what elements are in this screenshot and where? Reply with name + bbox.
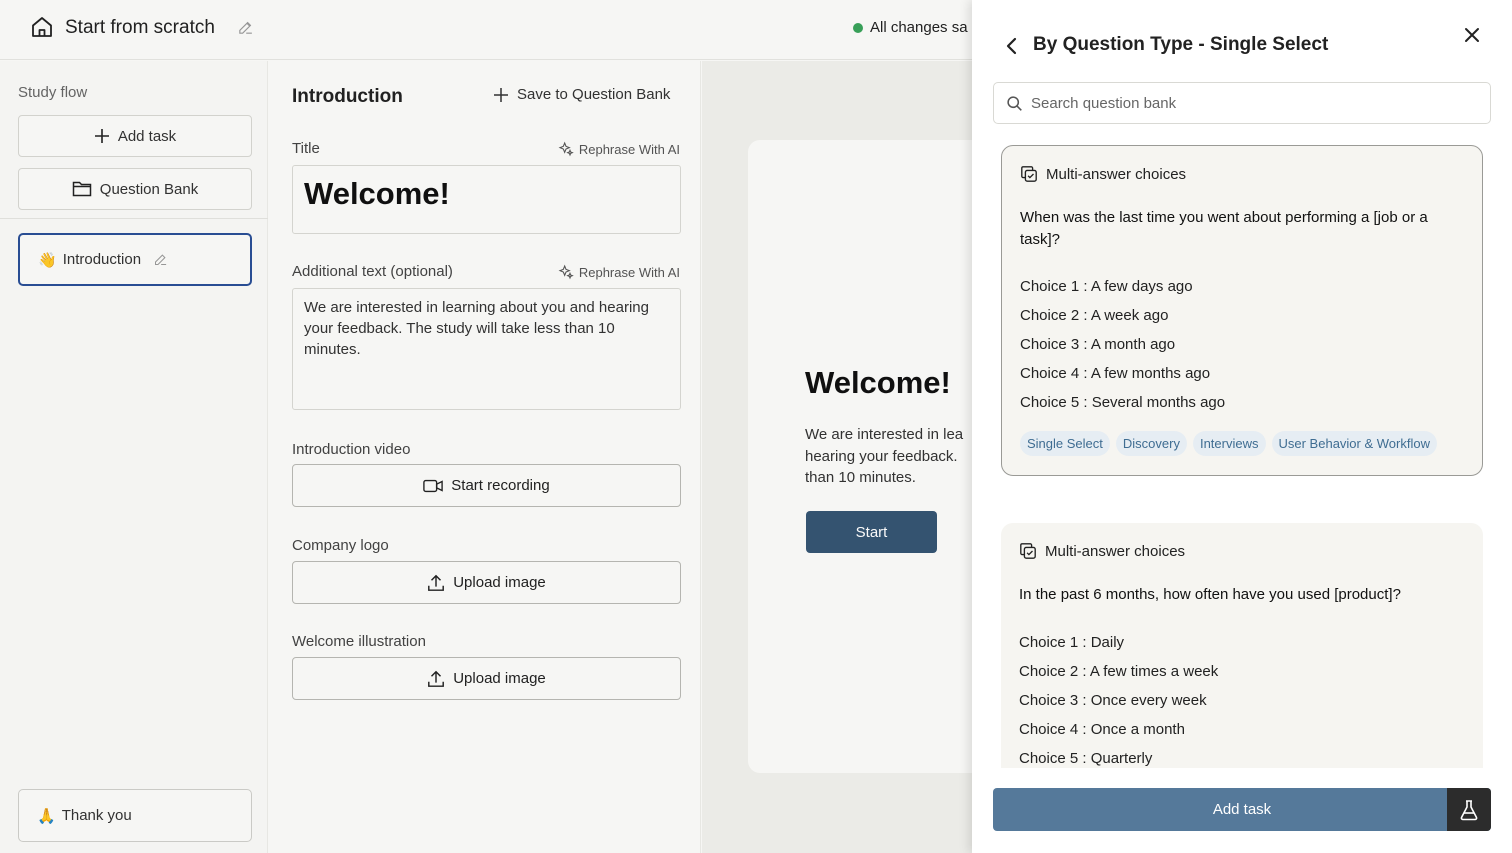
editor-heading: Introduction (292, 86, 403, 107)
welcome-illustration-label: Welcome illustration (292, 633, 426, 650)
copy-icon (1019, 542, 1037, 560)
flask-button[interactable] (1447, 788, 1491, 831)
choice-item: Choice 2 : A few times a week (1019, 662, 1219, 680)
search-placeholder: Search question bank (1031, 94, 1177, 112)
question-choices (1020, 272, 1464, 417)
question-card[interactable] (1001, 145, 1483, 476)
save-to-question-bank-label: Save to Question Bank (517, 86, 671, 103)
question-list[interactable] (972, 143, 1512, 768)
question-text: In the past 6 months, how often have you used [product]? (1019, 586, 1401, 603)
drawer-title: By Question Type - Single Select (1033, 34, 1329, 55)
choice-item: Choice 1 : A few days ago (1020, 278, 1193, 295)
sidebar-item-label: Introduction (62, 251, 142, 268)
choice-item: Choice 3 : Once every week (1019, 691, 1207, 709)
question-card[interactable] (1001, 523, 1483, 768)
add-task-label: Add task (117, 127, 177, 145)
study-title: Start from scratch (65, 17, 215, 38)
tag-single-select: Single Select (1020, 431, 1110, 456)
add-task-button[interactable]: Add task (993, 788, 1491, 831)
sidebar-item-label: Thank you (61, 807, 132, 824)
tag-discovery: Discovery (1116, 431, 1187, 456)
close-icon[interactable] (1462, 25, 1482, 45)
choice-item: Choice 5 : Quarterly (1019, 749, 1153, 767)
choice-item: Choice 2 : A week ago (1020, 307, 1169, 324)
flask-icon (1459, 799, 1479, 821)
title-input-value: Welcome! (304, 176, 450, 211)
choice-item: Choice 5 : Several months ago (1020, 394, 1226, 411)
preview-text-line: We are interested in lea (805, 426, 964, 443)
preview-title: Welcome! (805, 365, 951, 400)
introduction-video-label: Introduction video (292, 441, 411, 458)
tag-user-behavior-workflow: User Behavior & Workflow (1272, 431, 1437, 456)
preview-text-line: than 10 minutes. (805, 469, 916, 486)
save-status-text: All changes sa (870, 19, 968, 36)
question-text: When was the last time you went about performing a [job or a task]? (1020, 209, 1428, 248)
question-bank-label: Question Bank (99, 180, 199, 198)
choice-item: Choice 4 : A few months ago (1020, 365, 1211, 382)
chevron-left-icon[interactable] (1002, 36, 1022, 56)
rephrase-label: Rephrase With AI (578, 264, 680, 280)
company-logo-label: Company logo (292, 537, 389, 554)
question-type (1019, 542, 1465, 560)
study-flow-label: Study flow (18, 84, 88, 101)
choice-item: Choice 1 : Daily (1019, 633, 1125, 651)
question-type-label: Multi-answer choices (1045, 542, 1186, 560)
question-tags (1020, 431, 1460, 456)
choice-item: Choice 3 : A month ago (1020, 336, 1176, 353)
question-type-label: Multi-answer choices (1046, 165, 1187, 183)
copy-icon (1020, 165, 1038, 183)
pray-emoji-icon: 🙏 (37, 807, 56, 825)
search-input[interactable] (993, 82, 1491, 124)
search-icon (1006, 95, 1023, 112)
additional-text-label: Additional text (optional) (292, 263, 453, 280)
choice-item: Choice 4 : Once a month (1019, 720, 1185, 738)
preview-text-line: hearing your feedback. (805, 447, 958, 465)
upload-image-label: Upload image (453, 574, 546, 591)
question-choices (1019, 628, 1465, 769)
question-bank-drawer (972, 0, 1512, 853)
tag-interviews: Interviews (1193, 431, 1266, 456)
question-type (1020, 165, 1464, 183)
additional-text-input[interactable]: We are interested in learning about you and hearing your feedback. The study will take less than 10 minutes. (292, 288, 681, 410)
rephrase-label: Rephrase With AI (578, 141, 680, 157)
preview-start-button[interactable]: Start (806, 511, 937, 553)
title-label: Title (292, 140, 320, 157)
drawer-footer (972, 768, 1512, 853)
upload-image-label: Upload image (453, 670, 546, 687)
wave-emoji-icon: 👋 (38, 251, 57, 269)
start-recording-label: Start recording (451, 477, 550, 494)
